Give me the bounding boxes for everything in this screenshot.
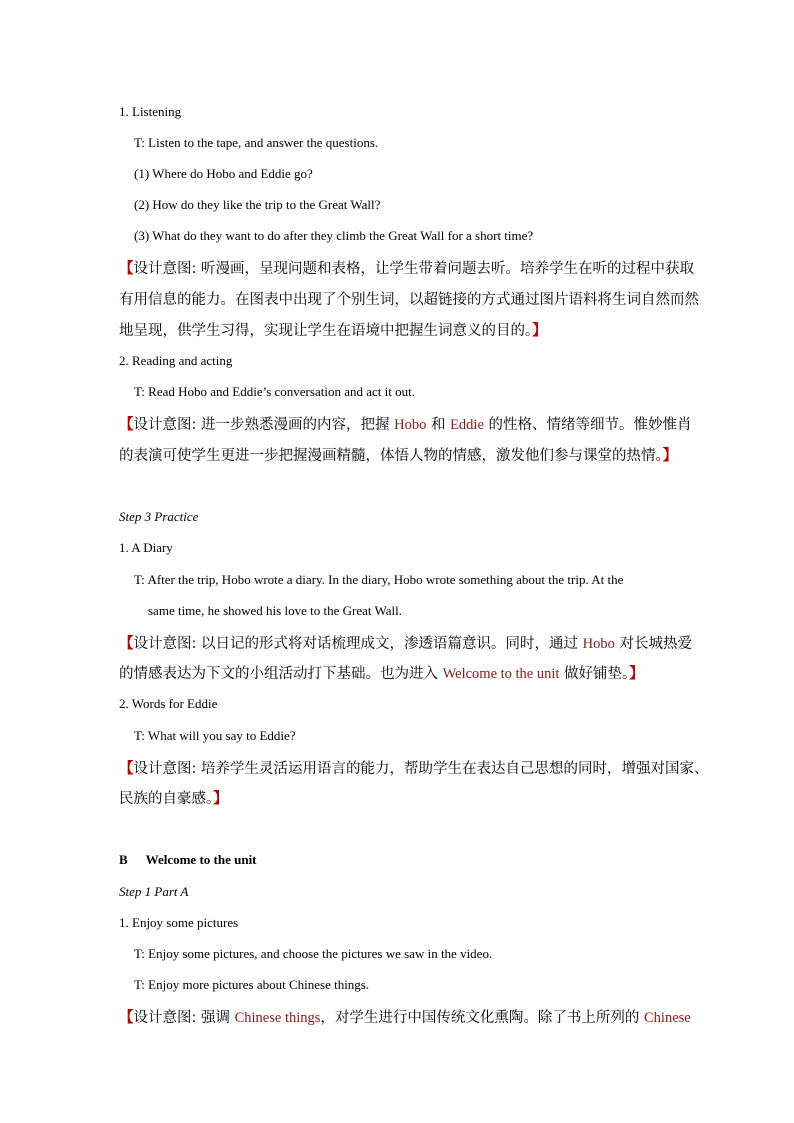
teacher-line-continued: same time, he showed his love to the Great Wall.: [148, 603, 402, 618]
reading-acting-heading: 2. Reading and acting: [119, 353, 233, 368]
design-note-3-line-2: 的情感表达为下文的小组活动打下基础。也为进入 Welcome to the unit 做好铺垫。】: [119, 666, 644, 682]
section-letter: B: [119, 852, 128, 867]
design-note-4-line-1: 【设计意图: 培养学生灵活运用语言的能力，帮助学生在表达自己思想的同时，增强对国家、: [119, 761, 709, 777]
teacher-line: T: Enjoy more pictures about Chinese things.: [134, 977, 370, 992]
section-b-heading: [119, 852, 257, 868]
diary-heading: 1. A Diary: [119, 540, 173, 555]
design-note-2-line-2: 的表演可使学生更进一步把握漫画精髓，体悟人物的情感，激发他们参与课堂的热情。】: [119, 448, 678, 464]
section-title: Welcome to the unit: [145, 852, 257, 867]
question-1: (1) Where do Hobo and Eddie go?: [134, 166, 313, 181]
design-note-4-line-2: 民族的自豪感。】: [119, 791, 228, 807]
teacher-line: T: After the trip, Hobo wrote a diary. In the diary, Hobo wrote something about the trip. At the: [134, 572, 624, 587]
design-note-1-line-2: 有用信息的能力。在图表中出现了个别生词，以超链接的方式通过图片语料将生词自然而然: [119, 292, 699, 308]
step-3-heading: Step 3 Practice: [119, 509, 199, 524]
teacher-line: T: What will you say to Eddie?: [134, 728, 296, 743]
listening-heading: 1. Listening: [119, 104, 182, 119]
question-3: (3) What do they want to do after they climb the Great Wall for a short time?: [134, 228, 534, 243]
enjoy-pictures-heading: 1. Enjoy some pictures: [119, 915, 239, 930]
step-1-heading: Step 1 Part A: [119, 884, 189, 899]
words-for-eddie-heading: 2. Words for Eddie: [119, 696, 218, 711]
question-2: (2) How do they like the trip to the Great Wall?: [134, 197, 381, 212]
design-note-3-line-1: 【设计意图: 以日记的形式将对话梳理成文，渗透语篇意识。同时，通过 Hobo 对长城热爱: [119, 636, 692, 652]
design-note-5-line-1: 【设计意图: 强调 Chinese things，对学生进行中国传统文化熏陶。除了书上所列的 Chinese: [119, 1010, 691, 1026]
design-note-1-line-1: 【设计意图: 听漫画，呈现问题和表格，让学生带着问题去听。培养学生在听的过程中获取: [119, 261, 694, 277]
teacher-line: T: Enjoy some pictures, and choose the pictures we saw in the video.: [134, 946, 493, 961]
teacher-line: T: Read Hobo and Eddie’s conversation and act it out.: [134, 384, 415, 399]
design-note-1-line-3: 地呈现，供学生习得，实现让学生在语境中把握生词意义的目的。】: [119, 323, 547, 339]
design-note-2-line-1: 【设计意图: 进一步熟悉漫画的内容，把握 Hobo 和 Eddie 的性格、情绪等细节。惟妙惟肖: [119, 417, 692, 433]
teacher-line: T: Listen to the tape, and answer the questions.: [134, 135, 379, 150]
